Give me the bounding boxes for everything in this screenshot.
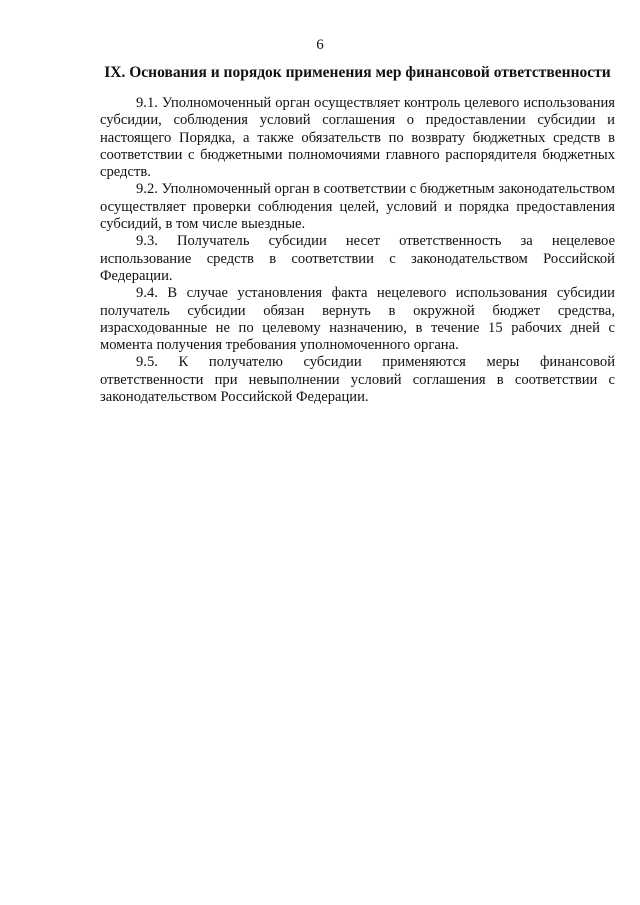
paragraph-9-3: 9.3. Получатель субсидии несет ответственность за нецелевое использование средств в соответствии с законодательством Российской Федерации. <box>100 233 615 284</box>
paragraph-9-2: 9.2. Уполномоченный орган в соответствии с бюджетным законодательством осуществляет проверки соблюдения целей, условий и порядка предоставления субсидий, в том числе выездные. <box>100 181 615 233</box>
section-body <box>100 95 615 406</box>
page-number: 6 <box>316 37 324 53</box>
paragraph-9-1: 9.1. Уполномоченный орган осуществляет контроль целевого использования субсидии, соблюдения условий соглашения о предоставлении субсидии и настоящего Порядка, а также обязательств по возврату бюджетных средств в соответствии с бюджетными полномочиями главного распорядителя бюджетных средств. <box>100 95 615 181</box>
paragraph-9-5: 9.5. К получателю субсидии применяются меры финансовой ответственности при невыполнении условий соглашения в соответствии с законодательством Российской Федерации. <box>100 354 615 406</box>
paragraph-9-4: 9.4. В случае установления факта нецелевого использования субсидии получатель субсидии обязан вернуть в окружной бюджет средства, израсходованные не по целевому назначению, в течение 15 рабочих дней с момента получения требования уполномоченного органа. <box>100 285 615 354</box>
section-title: IX. Основания и порядок применения мер финансовой ответственности <box>104 64 611 81</box>
